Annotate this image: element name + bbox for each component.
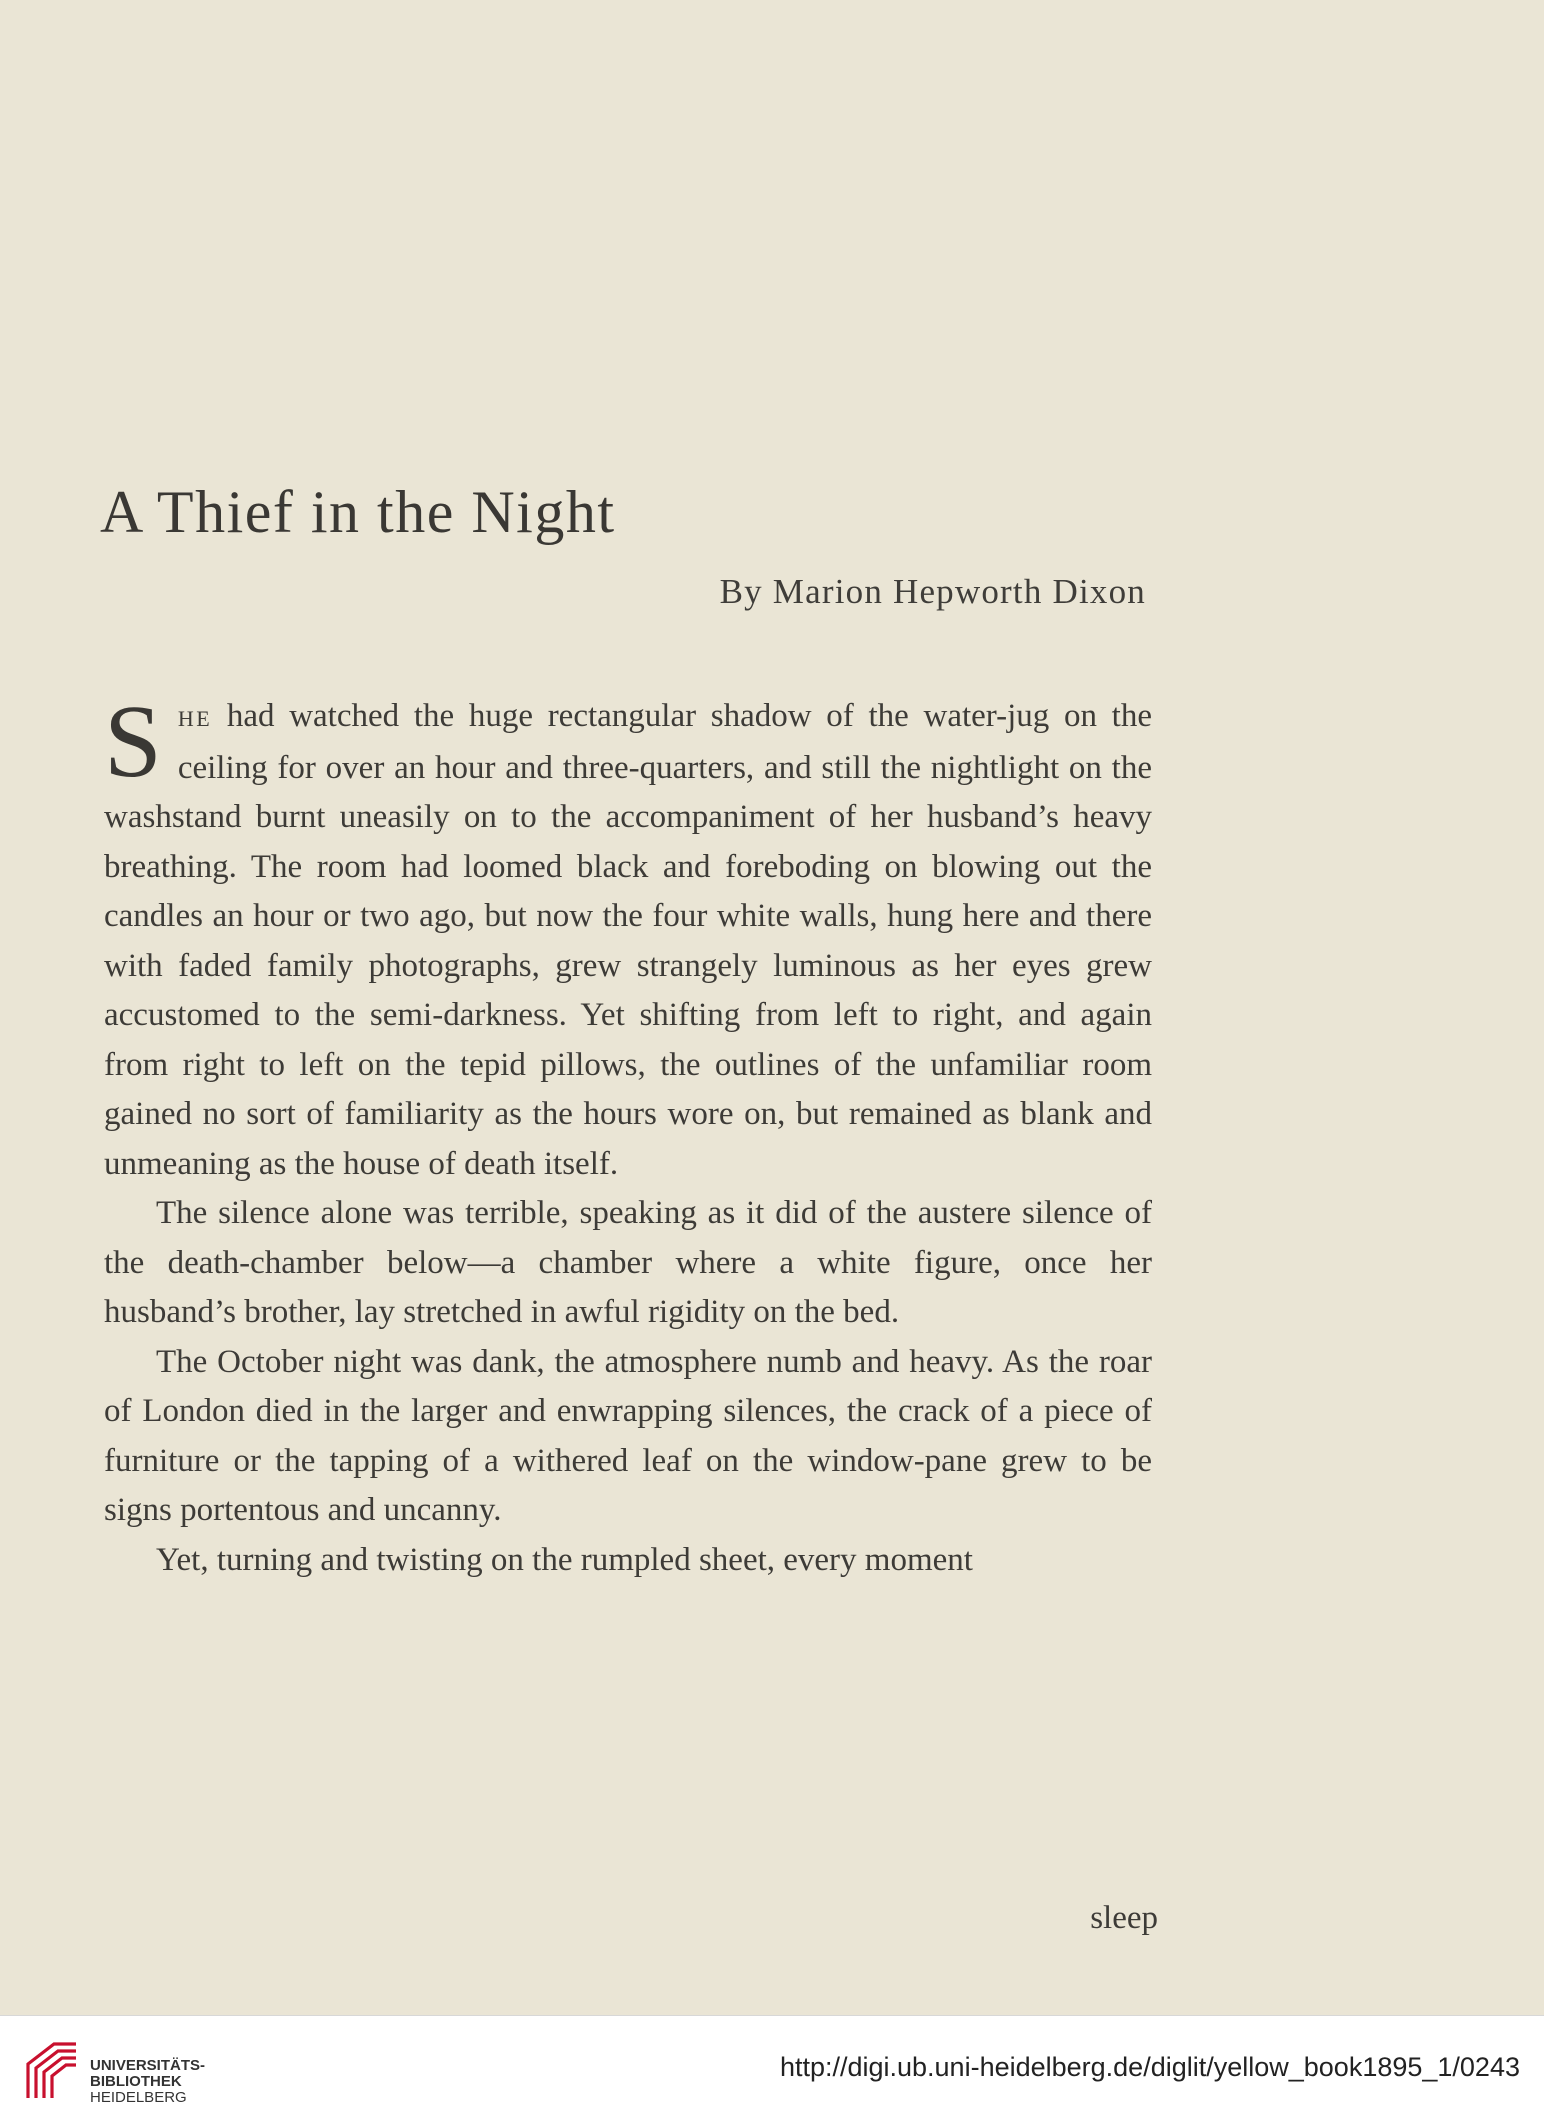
footer-bar bbox=[0, 2015, 1544, 2126]
paragraph-3: The October night was dank, the atmosphere numb and heavy. As the roar of London died in the larger and enwrapping silences, the crack of a piece of furniture or the tapping of a withered leaf on the window-pane grew to be signs portentous and uncanny. bbox=[104, 1343, 1152, 1528]
paragraph-1 bbox=[104, 684, 1152, 1189]
paragraph-4: Yet, turning and twisting on the rumpled sheet, every moment bbox=[156, 1541, 973, 1578]
small-caps-opening: HE bbox=[177, 706, 213, 731]
paragraph-2: The silence alone was terrible, speaking as it did of the austere silence of the death-chamber below—a chamber where a white figure, once her husband’s brother, lay stretched in awful rigidity on the bed. bbox=[104, 1195, 1152, 1330]
drop-cap: S bbox=[104, 684, 162, 799]
library-line-2: BIBLIOTHEK bbox=[90, 2073, 182, 2090]
library-line-3: HEIDELBERG bbox=[90, 2089, 187, 2106]
author-byline: By Marion Hepworth Dixon bbox=[719, 572, 1146, 611]
catchword: sleep bbox=[1090, 1900, 1158, 1936]
page-title: A Thief in the Night bbox=[100, 479, 616, 545]
library-line-1: UNIVERSITÄTS- bbox=[90, 2057, 206, 2074]
ub-heidelberg-logo-icon[interactable] bbox=[24, 2038, 80, 2102]
body-text bbox=[104, 684, 1152, 1585]
source-url-link[interactable]: http://digi.ub.uni-heidelberg.de/diglit/yellow_book1895_1/0243 bbox=[779, 2052, 1520, 2082]
paragraph-1-text: had watched the huge rectangular shadow of the water-jug on the ceiling for over an hour and three-quarters, and still the nightlight on the washstand burnt uneasily on to the accompaniment of her husband’s heavy breathing. The room had loomed black and foreboding on blowing out the candles an hour or two ago, but now the four white walls, hung here and there with faded family photographs, grew strangely luminous as her eyes grew accustomed to the semi-darkness. Yet shifting from left to right, and again from right to left on the tepid pillows, the outlines of the unfamiliar room gained no sort of familiarity as the hours wore on, but remained as blank and unmeaning as the house of death itself. bbox=[104, 698, 1152, 1182]
library-name bbox=[90, 2058, 205, 2106]
